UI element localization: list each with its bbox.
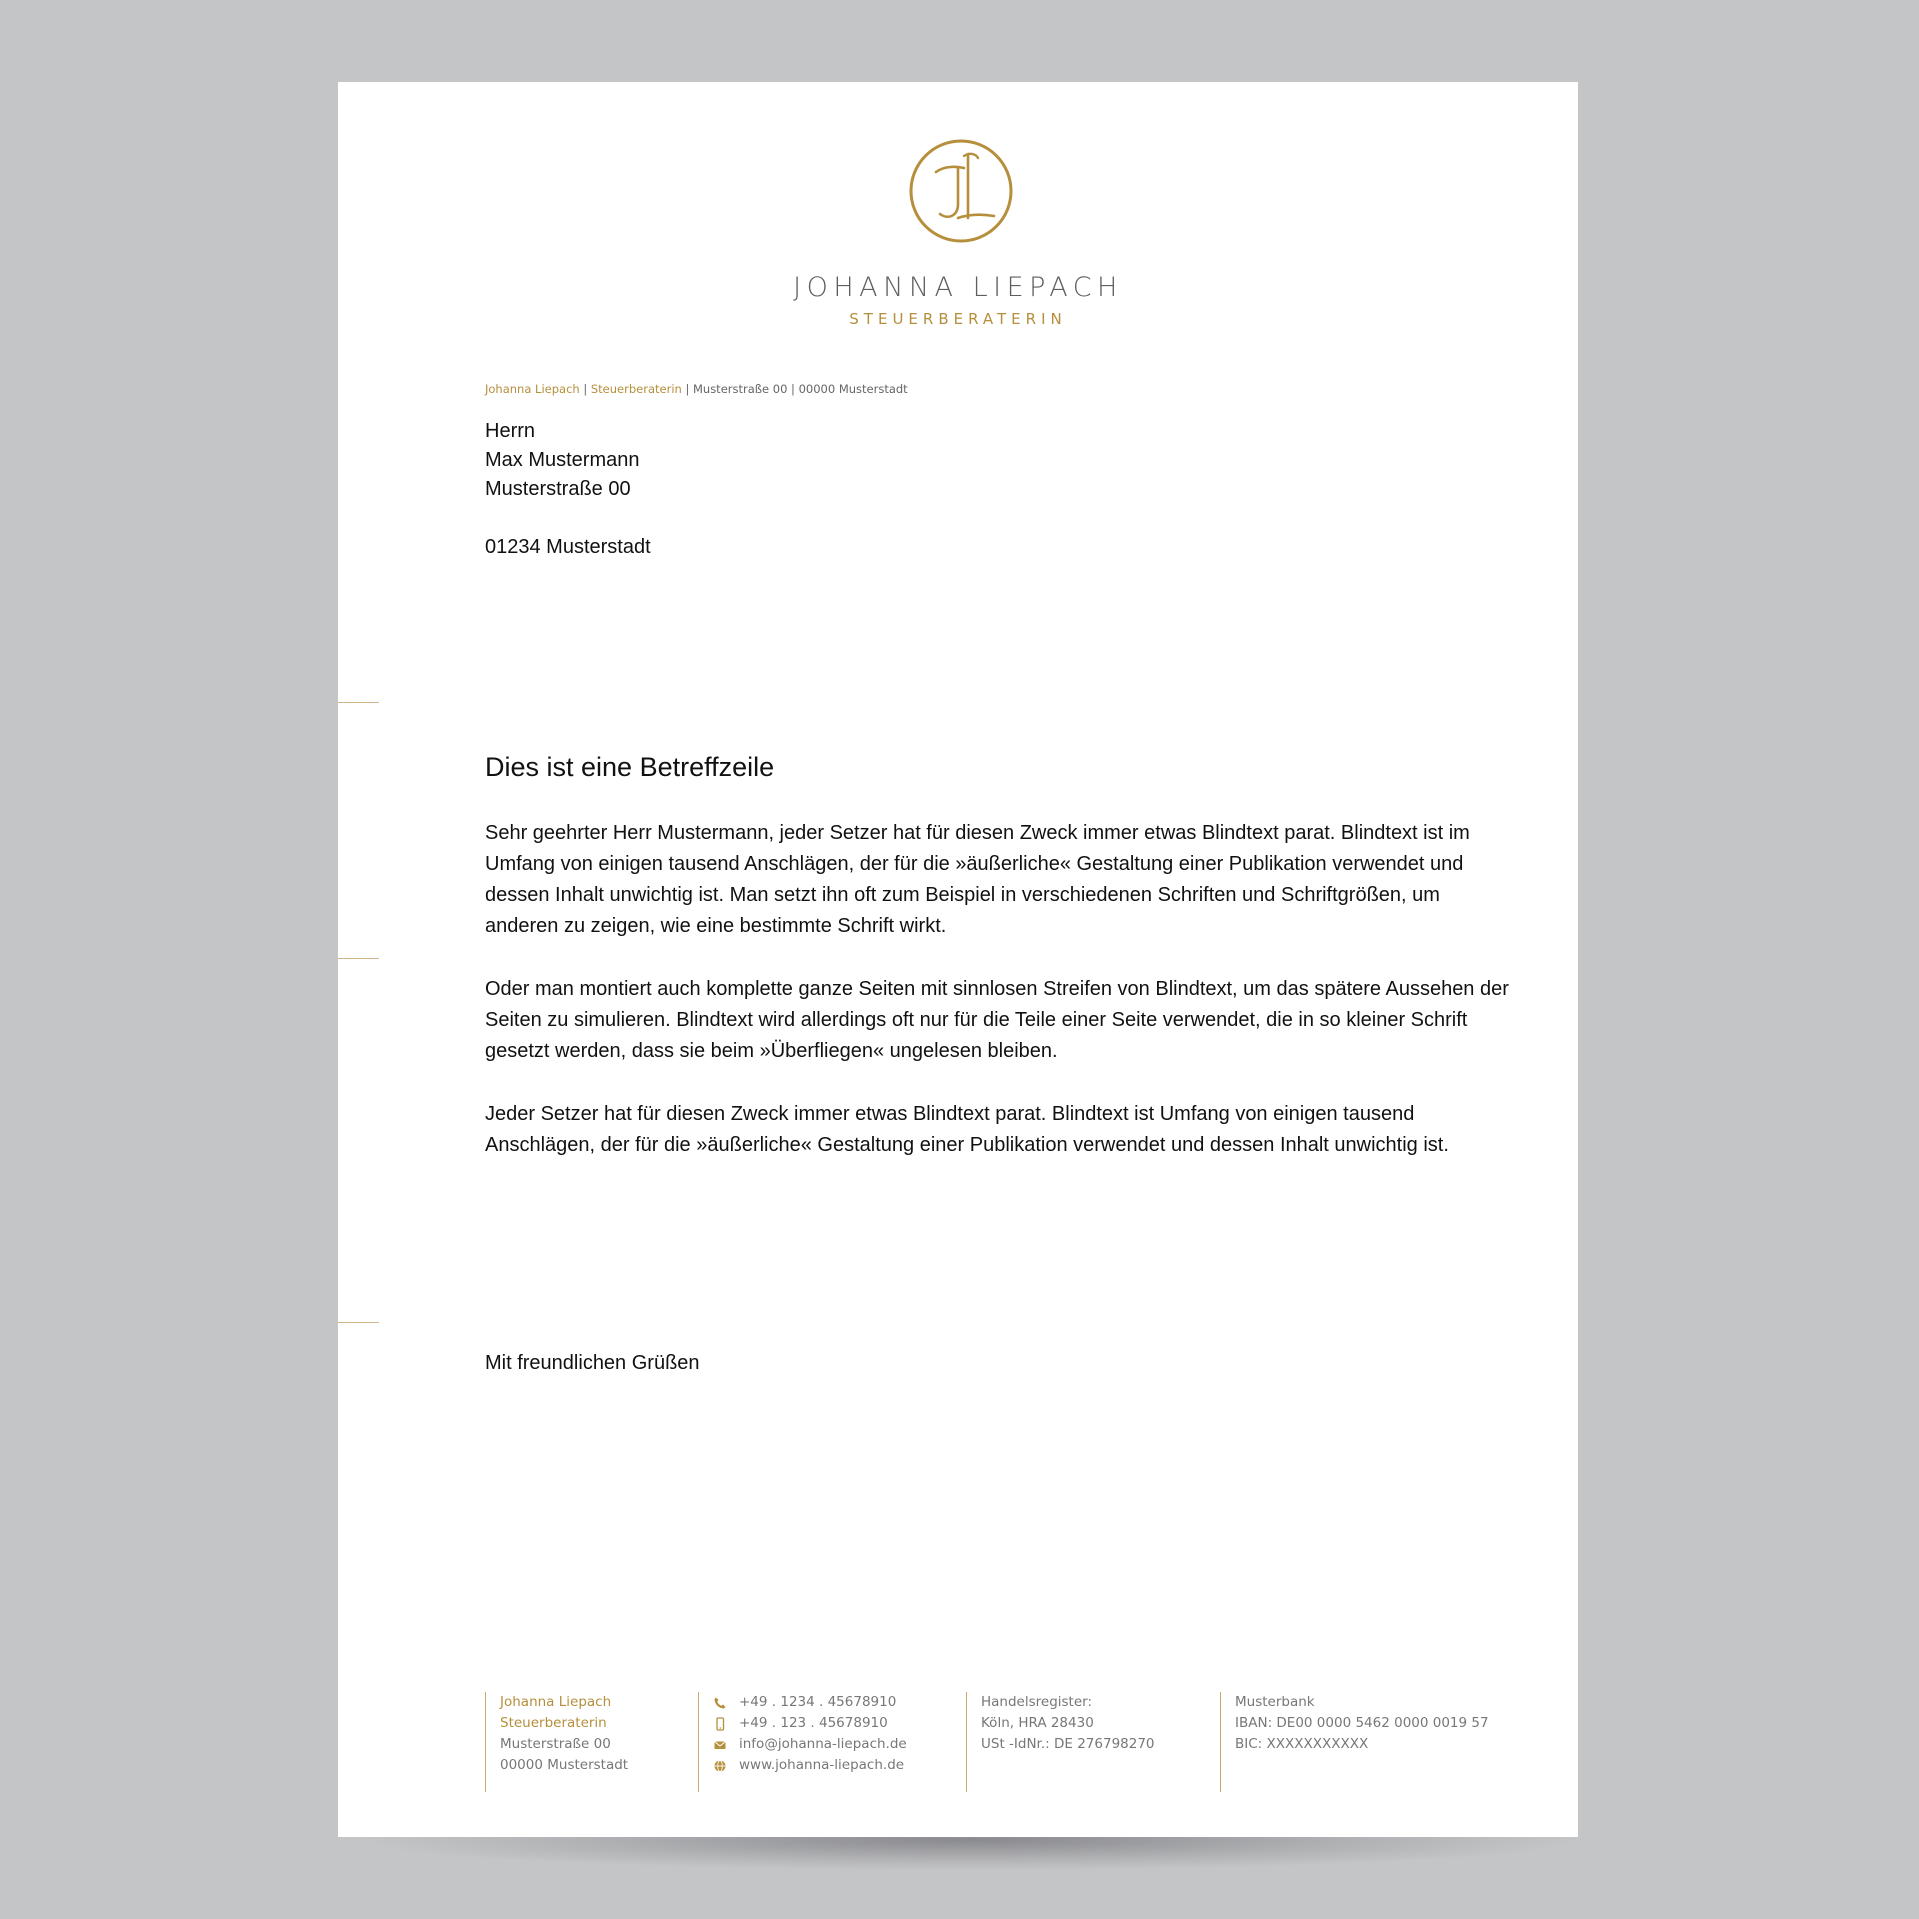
letter-page	[338, 82, 1578, 1837]
footer-street: Musterstraße 00	[500, 1736, 611, 1752]
footer-title: Steuerberaterin	[500, 1715, 607, 1731]
mobile-icon	[713, 1717, 727, 1731]
website-link[interactable]: www.johanna-liepach.de	[739, 1757, 905, 1773]
footer-email-row	[713, 1734, 907, 1755]
sender-return-line	[485, 382, 908, 396]
register-court: Köln, HRA 28430	[981, 1715, 1094, 1731]
letter-footer	[338, 1692, 1578, 1792]
footer-contact	[698, 1692, 907, 1792]
footer-address	[485, 1692, 628, 1792]
brand-name: JOHANNA LIEPACH	[793, 272, 1123, 303]
recipient-salutation: Herrn	[485, 420, 536, 442]
globe-icon	[713, 1759, 727, 1773]
phone-icon	[713, 1696, 727, 1710]
register-label: Handelsregister:	[981, 1694, 1093, 1710]
separator: |	[579, 382, 591, 396]
footer-bank	[1220, 1692, 1489, 1792]
footer-web-row	[713, 1755, 907, 1776]
recipient-street: Musterstraße 00	[485, 478, 631, 500]
sender-city: 00000 Musterstadt	[798, 382, 908, 396]
sender-title: Steuerberaterin	[590, 382, 682, 396]
fold-mark-bottom	[338, 1322, 379, 1323]
sender-street: Musterstraße 00	[692, 382, 788, 396]
recipient-address	[485, 417, 651, 562]
footer-city: 00000 Musterstadt	[500, 1757, 629, 1773]
body-paragraph: Jeder Setzer hat für diesen Zweck immer etwas Blindtext parat. Blindtext ist Umfang von einigen tausend Anschlägen, der für die »äußerliche« Gestaltung einer Publikation verwendet und dessen Inhalt unwichtig ist.	[485, 1103, 1449, 1156]
body-paragraph: Oder man montiert auch komplette ganze Seiten mit sinnlosen Streifen von Blindtext, um das spätere Aussehen der Seiten zu simulieren. Blindtext wird allerdings oft nur für die Teile einer Seite verwendet, die in so kleiner Schrift gesetzt werden, dass sie beim »Überfliegen« ungelesen bleiben.	[485, 978, 1509, 1062]
bank-bic: BIC: XXXXXXXXXXX	[1235, 1736, 1369, 1752]
recipient-city: 01234 Musterstadt	[485, 536, 651, 558]
footer-mobile-row	[713, 1713, 907, 1734]
letter-body	[485, 818, 1515, 1193]
phone-number[interactable]: +49 . 1234 . 45678910	[739, 1694, 897, 1710]
vat-id: USt -IdNr.: DE 276798270	[981, 1736, 1155, 1752]
bank-iban: IBAN: DE00 0000 5462 0000 0019 57	[1235, 1715, 1489, 1731]
separator: |	[681, 382, 693, 396]
footer-phone-row	[713, 1692, 907, 1713]
fold-mark-top	[338, 702, 379, 703]
footer-register	[966, 1692, 1155, 1792]
subject-line: Dies ist eine Betreffzeile	[485, 752, 775, 782]
brand-subtitle: STEUERBERATERIN	[849, 310, 1067, 328]
hole-punch-mark	[338, 958, 379, 959]
mail-icon	[713, 1738, 727, 1752]
bank-name: Musterbank	[1235, 1694, 1315, 1710]
separator: |	[787, 382, 799, 396]
recipient-name: Max Mustermann	[485, 449, 640, 471]
body-paragraph: Sehr geehrter Herr Mustermann, jeder Setzer hat für diesen Zweck immer etwas Blindtext parat. Blindtext ist im Umfang von einigen tausend Anschlägen, der für die »äußerliche« Gestaltung einer Publikation verwendet und dessen Inhalt unwichtig ist. Man setzt ihn oft zum Beispiel in verschiedenen Schriften und Schriftgrößen, um anderen zu zeigen, wie eine bestimmte Schrift wirkt.	[485, 822, 1470, 937]
email-link[interactable]: info@johanna-liepach.de	[739, 1736, 907, 1752]
footer-name: Johanna Liepach	[500, 1694, 612, 1710]
mobile-number[interactable]: +49 . 123 . 45678910	[739, 1715, 888, 1731]
closing-greeting: Mit freundlichen Grüßen	[485, 1352, 700, 1374]
sender-name: Johanna Liepach	[485, 382, 580, 396]
jl-monogram-logo	[908, 138, 1014, 244]
